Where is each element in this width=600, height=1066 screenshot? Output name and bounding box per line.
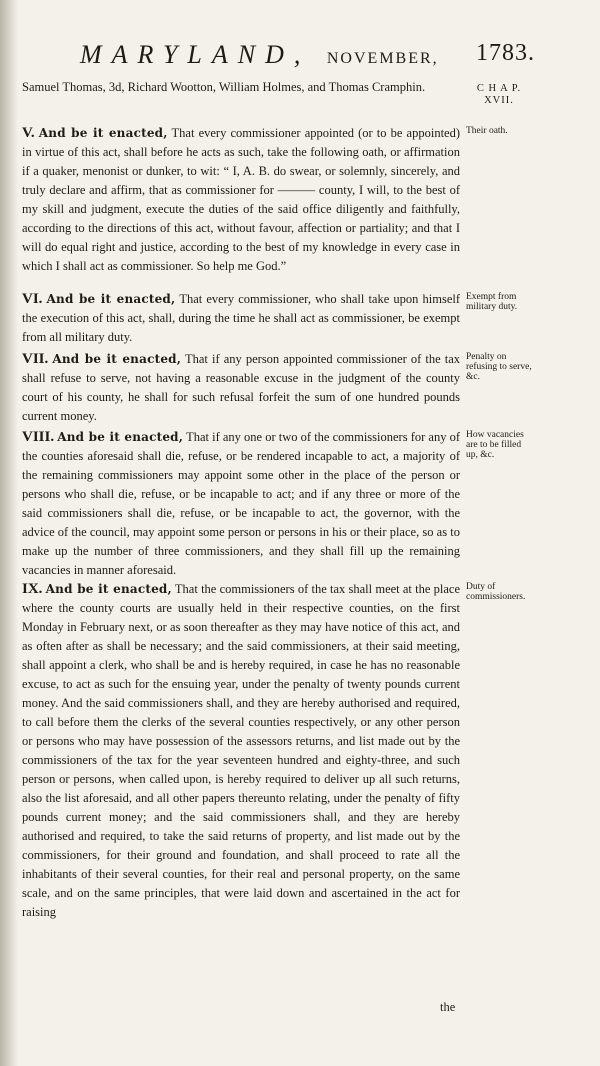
- enacting-clause: And be it enacted,: [52, 352, 182, 366]
- section-number: V.: [22, 125, 35, 141]
- intro-paragraph: [22, 78, 460, 97]
- section-5: [22, 124, 460, 276]
- margin-note-exempt: Exempt from military duty.: [466, 292, 518, 312]
- section-7: [22, 350, 460, 426]
- section-text: That every commissioner appointed (or to be appointed) in virtue of this act, shall before he acts as such, take the following oath, or affirmation if a quaker, menonist or dunker, to wit: “ I, A. B. do swear, or solemnly, sincerely, and truly declare and affirm, that as commissioner for ——— county, I will, to the best of my skill and judgment, execute the duties of the said office diligently and faithfully, according to the directions of this act, without favour, affection or partiality; and that I will do equal right and justice, according to the best of my knowledge in every case in which I shall act as commissioner. So help me God.”: [22, 126, 461, 273]
- section-8: [22, 428, 460, 580]
- enacting-clause: And be it enacted,: [57, 430, 184, 444]
- margin-note-penalty: Penalty on refusing to serve, &c.: [466, 352, 532, 382]
- book-spine-shadow: [0, 0, 18, 1066]
- enacting-clause: And be it enacted,: [46, 292, 176, 306]
- chapter-label: [466, 83, 532, 107]
- section-text: That if any person appointed commissioner of the tax shall refuse to serve, not having a reasonable excuse in the judgment of the county court of his county, he shall for such refusal forfeit the sum of one hundred pounds current money.: [22, 352, 461, 423]
- chapter-number: XVII.: [484, 95, 514, 106]
- running-header: [80, 40, 535, 70]
- section-text: That every commissioner, who shall take upon himself the execution of this act, shall, during the time he shall act as commissioner, be exempt from all military duty.: [22, 292, 461, 344]
- margin-note-vacancies: How vacancies are to be filled up, &c.: [466, 430, 524, 460]
- section-number: IX.: [22, 581, 43, 597]
- chapter-word: C H A P.: [476, 83, 522, 94]
- margin-note-duty: Duty of commissioners.: [466, 582, 526, 602]
- margin-note-their-oath: Their oath.: [466, 126, 508, 136]
- enacting-clause: And be it enacted,: [38, 126, 168, 140]
- section-number: VII.: [22, 351, 49, 367]
- enacting-clause: And be it enacted,: [45, 582, 172, 596]
- header-year: 1783.: [476, 40, 535, 66]
- section-number: VI.: [22, 291, 43, 307]
- section-6: [22, 290, 460, 347]
- catchword: the: [440, 1000, 456, 1014]
- header-title: [80, 40, 439, 70]
- section-text: That the commissioners of the tax shall meet at the place where the county courts are usually held in their respective counties, on the first Monday in February next, or as soon thereafter as they may have notice of this act, and as often after as shall be necessary; and the said commissioners, at their said meeting, shall appoint a clerk, who shall be and is hereby required, in case he has no reasonable excuse, to act as such for the ensuing year, under the penalty of twenty pounds current money. And the said commissioners shall, and they are hereby authorised and required, to call before them the clerks of the several counties respectively, or any other person or persons who may have possession of the assessors returns, and list made out by the commissioners of the tax for the year seventeen hundred and eighty-three, and such person or persons, when called upon, is hereby required to deliver up all such returns, also the list aforesaid, and all other papers thereunto relating, under the penalty of fifty pounds current money; and the said commissioners shall, and they are hereby authorised and required, to take the said returns of property, and list made out by the commissioners, for their ground and foundation, and shall proceed to rate all the inhabitants of their several counties, for their real and personal property, on the same scale, and on the same principles, that were laid down and ascertained in the act for raising: [22, 582, 461, 919]
- header-state: MARYLAND,: [80, 40, 311, 69]
- section-number: VIII.: [22, 429, 55, 445]
- intro-text: Samuel Thomas, 3d, Richard Wootton, William Holmes, and Thomas Cramphin.: [22, 80, 426, 94]
- section-9: [22, 580, 460, 922]
- section-text: That if any one or two of the commissioners for any of the counties aforesaid shall die, refuse, or be rendered incapable to act, a majority of the remaining commissioners may appoint some other in the place of the person or persons who shall die, refuse, or be incapable to act; and if any three or more of the said commissioners shall die, refuse, or be incapable to act, the governor, with the advice of the council, may appoint some person or persons in his or their place, so as to make up the number of three commissioners, and they shall fill up the remaining vacancies in manner aforesaid.: [22, 430, 461, 577]
- header-month: NOVEMBER,: [326, 50, 439, 67]
